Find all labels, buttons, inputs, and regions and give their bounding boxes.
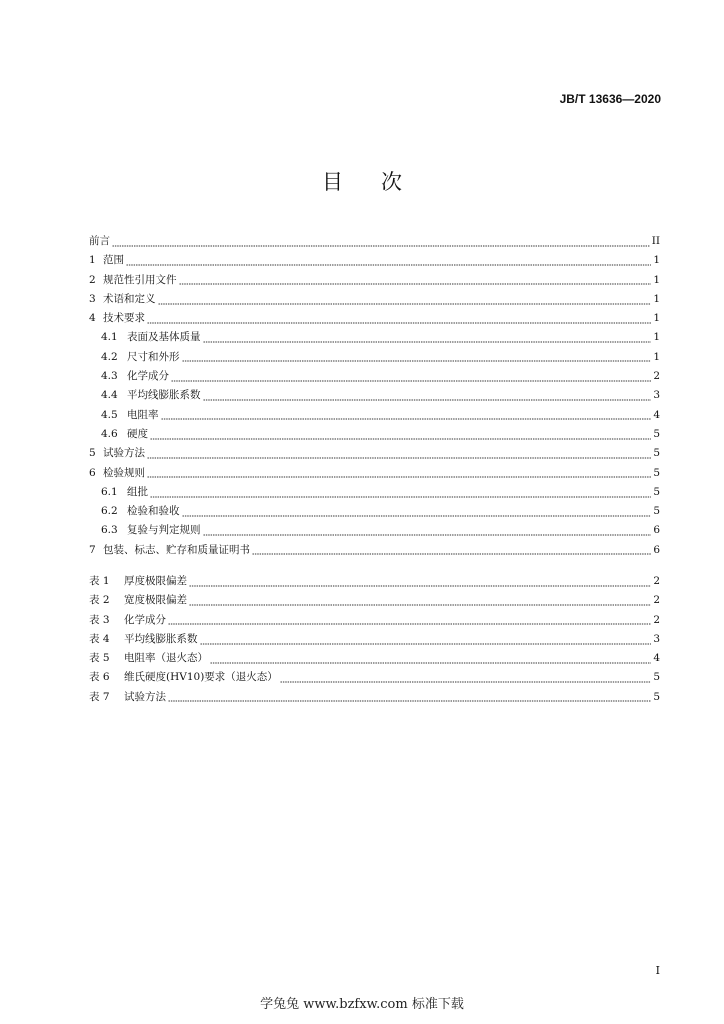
dot-leader — [189, 600, 651, 608]
entry-page: 4 — [653, 652, 660, 665]
toc-entry[interactable] — [89, 541, 660, 560]
dot-leader — [203, 337, 652, 345]
toc-entry[interactable] — [89, 367, 660, 386]
entry-number: 5 — [89, 447, 96, 460]
table-of-contents — [89, 232, 660, 560]
entry-number: 4.6 — [101, 427, 118, 440]
entry-label: 术语和定义 — [103, 292, 156, 305]
toc-entry[interactable] — [89, 406, 660, 425]
entry-number: 表 3 — [89, 613, 110, 626]
toc-entry[interactable] — [89, 444, 660, 463]
entry-page: 5 — [653, 447, 660, 460]
dot-leader — [126, 260, 651, 268]
entry-page: 1 — [653, 312, 660, 325]
page-title: 目次 — [322, 170, 440, 194]
toc-entry[interactable] — [89, 251, 660, 270]
list-of-tables — [89, 572, 660, 707]
dot-leader — [147, 453, 651, 461]
entry-label: 电阻率（退火态） — [124, 652, 208, 665]
entry-number: 6.3 — [101, 524, 118, 537]
dot-leader — [252, 549, 651, 557]
dot-leader — [210, 658, 651, 666]
dot-leader — [147, 318, 651, 326]
entry-label: 厚度极限偏差 — [124, 575, 187, 587]
entry-label: 表面及基体质量 — [127, 331, 201, 344]
entry-page: 5 — [653, 690, 660, 703]
entry-number: 4.5 — [101, 408, 118, 421]
entry-page: 5 — [653, 466, 660, 479]
toc-entry[interactable] — [89, 521, 660, 540]
entry-number: 2 — [89, 273, 96, 286]
dot-leader — [203, 395, 652, 403]
entry-number: 表 4 — [89, 632, 110, 645]
entry-label: 尺寸和外形 — [127, 350, 180, 363]
entry-number: 3 — [89, 292, 96, 305]
dot-leader — [182, 356, 652, 364]
entry-label: 组批 — [127, 485, 148, 498]
entry-page: 1 — [653, 254, 660, 267]
entry-label: 宽度极限偏差 — [124, 594, 187, 607]
toc-entry[interactable] — [89, 232, 660, 251]
toc-entry[interactable] — [89, 425, 660, 444]
entry-page: 2 — [653, 594, 660, 607]
entry-label: 试验方法 — [124, 690, 166, 703]
entry-number: 表 7 — [89, 690, 110, 703]
table-list-entry[interactable] — [89, 630, 660, 649]
entry-page: 5 — [653, 671, 660, 684]
toc-entry[interactable] — [89, 290, 660, 309]
toc-entry[interactable] — [89, 386, 660, 405]
entry-label: 平均线膨胀系数 — [127, 389, 201, 402]
entry-label: 包装、标志、贮存和质量证明书 — [103, 543, 250, 556]
dot-leader — [182, 511, 652, 519]
entry-page: II — [651, 235, 660, 247]
dot-leader — [189, 581, 651, 589]
toc-entry[interactable] — [89, 464, 660, 483]
dot-leader — [158, 299, 652, 307]
entry-page: 6 — [653, 543, 660, 556]
dot-leader — [171, 376, 651, 384]
dot-leader — [150, 434, 651, 442]
toc-entry[interactable] — [89, 502, 660, 521]
table-list-entry[interactable] — [89, 668, 660, 687]
entry-page: 1 — [653, 350, 660, 363]
entry-label: 检验和验收 — [127, 505, 180, 518]
entry-page: 6 — [653, 524, 660, 537]
entry-label: 化学成分 — [127, 370, 169, 383]
footer-watermark: 学兔兔 www.bzfxw.com 标准下载 — [260, 997, 464, 1012]
entry-label: 化学成分 — [124, 613, 166, 626]
dot-leader — [203, 530, 652, 538]
entry-number: 表 6 — [89, 671, 110, 684]
entry-label: 复验与判定规则 — [127, 524, 201, 537]
table-list-entry[interactable] — [89, 688, 660, 707]
entry-number: 表 2 — [89, 594, 110, 607]
entry-number: 表 1 — [89, 575, 110, 587]
toc-entry[interactable] — [89, 348, 660, 367]
entry-label: 技术要求 — [103, 312, 145, 325]
dot-leader — [280, 677, 652, 685]
entry-page: 2 — [653, 370, 660, 383]
entry-number: 4.2 — [101, 350, 118, 363]
entry-number: 4.1 — [101, 331, 118, 344]
entry-page: 1 — [653, 292, 660, 305]
entry-number: 4.4 — [101, 389, 118, 402]
dot-leader — [150, 492, 651, 500]
entry-number: 6.1 — [101, 485, 118, 498]
entry-label: 范围 — [103, 254, 124, 267]
entry-number: 4 — [89, 312, 96, 325]
entry-page: 3 — [653, 632, 660, 645]
entry-number: 6.2 — [101, 505, 118, 518]
entry-page: 4 — [653, 408, 660, 421]
dot-leader — [161, 414, 652, 422]
entry-label: 电阻率 — [127, 408, 159, 421]
entry-page: 1 — [653, 273, 660, 286]
dot-leader — [200, 639, 652, 647]
entry-page: 1 — [653, 331, 660, 344]
entry-number: 4.3 — [101, 370, 118, 383]
entry-page: 5 — [653, 427, 660, 440]
table-list-entry[interactable] — [89, 591, 660, 610]
toc-entry[interactable] — [89, 271, 660, 290]
entry-number: 7 — [89, 543, 96, 556]
dot-leader — [168, 696, 651, 704]
page-number: I — [655, 964, 660, 977]
table-list-entry[interactable] — [89, 572, 660, 591]
toc-entry[interactable] — [89, 309, 660, 328]
entry-label: 试验方法 — [103, 447, 145, 460]
entry-number: 6 — [89, 466, 96, 479]
entry-label: 维氏硬度(HV10)要求（退火态） — [124, 671, 278, 684]
entry-label: 硬度 — [127, 427, 148, 440]
entry-label: 规范性引用文件 — [103, 273, 177, 286]
dot-leader — [168, 619, 651, 627]
entry-number: 1 — [89, 254, 96, 267]
entry-page: 2 — [653, 613, 660, 626]
dot-leader — [112, 241, 650, 249]
entry-label: 前言 — [89, 235, 110, 247]
entry-number: 表 5 — [89, 652, 110, 665]
table-list-entry[interactable] — [89, 649, 660, 668]
entry-label: 平均线膨胀系数 — [124, 632, 198, 645]
entry-label: 检验规则 — [103, 466, 145, 479]
toc-entry[interactable] — [89, 328, 660, 347]
entry-page: 5 — [653, 505, 660, 518]
table-list-entry[interactable] — [89, 611, 660, 630]
toc-entry[interactable] — [89, 483, 660, 502]
dot-leader — [179, 279, 652, 287]
entry-page: 2 — [653, 575, 660, 587]
entry-page: 5 — [653, 485, 660, 498]
standard-code: JB/T 13636—2020 — [559, 92, 661, 106]
dot-leader — [147, 472, 651, 480]
entry-page: 3 — [653, 389, 660, 402]
